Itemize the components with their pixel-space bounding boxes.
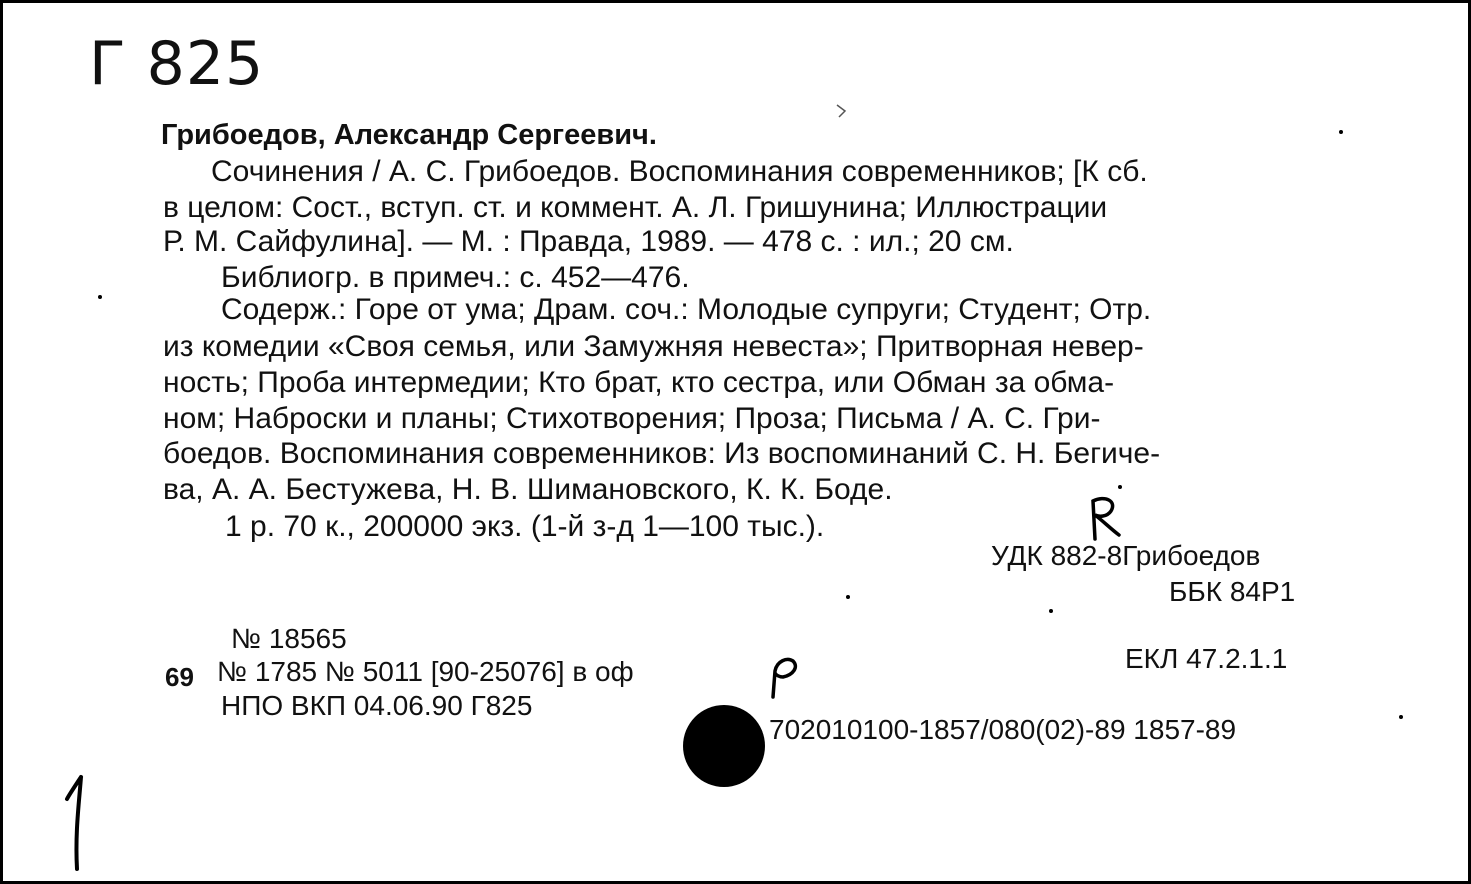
punch-hole: [683, 705, 765, 787]
acquisition-line: № 1785 № 5011 [90-25076] в оф: [217, 656, 634, 687]
handwritten-r-mark: [1083, 495, 1123, 543]
speck: [1118, 485, 1122, 489]
handwritten-stroke-mark: [61, 773, 91, 873]
shelf-mark: Г 825: [89, 29, 265, 99]
speck-mark: [831, 101, 851, 123]
description-line: Р. М. Сайфулина]. — М. : Правда, 1989. — 478 с. : ил.; 20 см.: [163, 225, 1014, 258]
contents-line: из комедии «Своя семья, или Замужняя невеста»; Притворная невер-: [163, 330, 1144, 363]
prefix-number: 69: [165, 662, 194, 692]
speck: [1399, 715, 1403, 719]
speck: [98, 295, 102, 299]
bbk-code: ББК 84Р1: [1169, 576, 1296, 607]
handwritten-p-mark: [765, 653, 801, 699]
ekl-code: ЕКЛ 47.2.1.1: [1125, 643, 1288, 674]
author-heading: Грибоедов, Александр Сергеевич.: [161, 119, 657, 151]
npo-line: НПО ВКП 04.06.90 Г825: [221, 690, 533, 721]
contents-line: ность; Проба интермедии; Кто брат, кто сестра, или Обман за обма-: [163, 366, 1115, 399]
contents-line: Содерж.: Горе от ума; Драм. соч.: Молодые супруги; Студент; Отр.: [221, 293, 1152, 326]
description-line: в целом: Сост., вступ. ст. и коммент. А. Л. Гришунина; Иллюстрации: [163, 191, 1108, 224]
speck: [846, 595, 850, 599]
speck: [1339, 130, 1343, 134]
description-line: Сочинения / А. С. Грибоедов. Воспоминания современников; [К сб.: [211, 155, 1148, 188]
bibliography-note: Библиогр. в примеч.: с. 452—476.: [221, 261, 690, 294]
record-number: № 18565: [231, 623, 347, 654]
bottom-code: 702010100-1857/080(02)-89 1857-89: [769, 714, 1237, 745]
udk-code: УДК 882-8Грибоедов: [991, 540, 1261, 571]
contents-line: боедов. Воспоминания современников: Из воспоминаний С. Н. Бегиче-: [163, 437, 1161, 470]
speck: [1049, 609, 1053, 613]
contents-line: ва, А. А. Бестужева, Н. В. Шимановского, К. К. Боде.: [163, 473, 893, 506]
price-line: 1 р. 70 к., 200000 экз. (1-й з-д 1—100 тыс.).: [225, 510, 825, 543]
contents-line: ном; Наброски и планы; Стихотворения; Проза; Письма / А. С. Гри-: [163, 402, 1101, 435]
